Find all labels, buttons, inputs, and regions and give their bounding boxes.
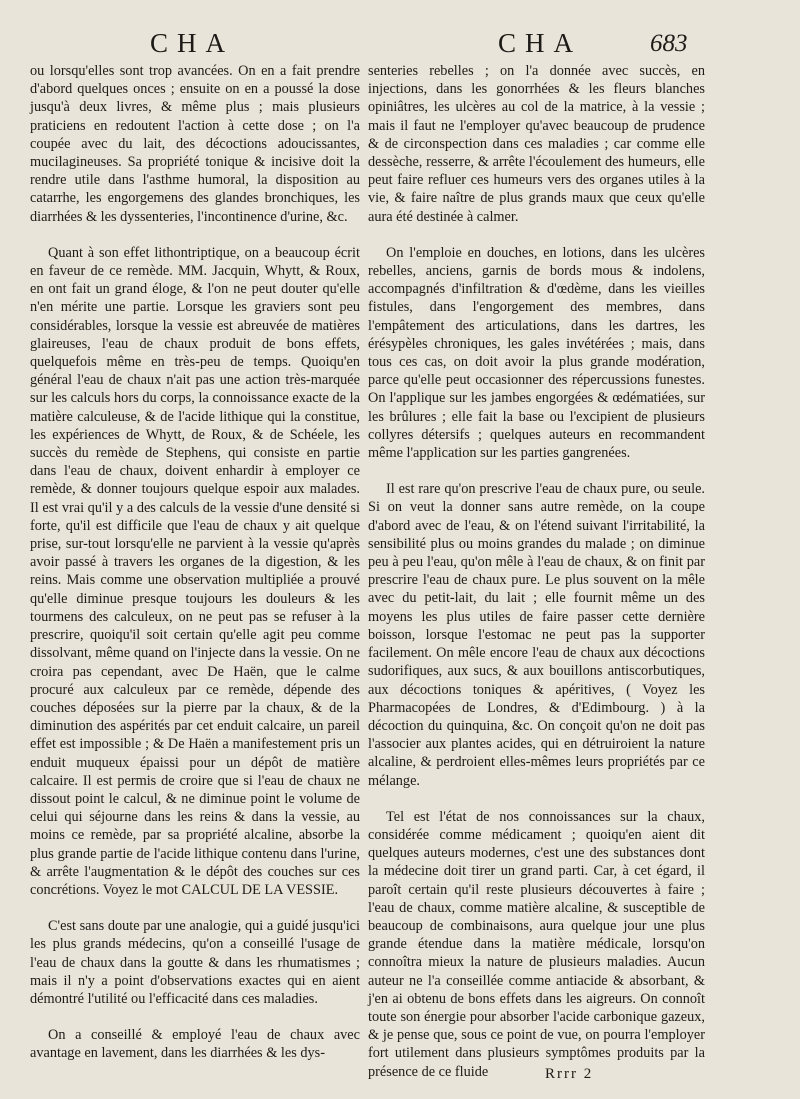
paragraph: Tel est l'état de nos connoissances sur la chaux, considérée comme médicament ; quoiqu'en aient dit quelques auteurs modernes, c'est une des substances dont la médecine doit tirer un grand parti. Car, à cet égard, il paroît certain qu'il reste plusieurs découvertes à faire ; l'eau de chaux, comme matière alcaline, & susceptible de beaucoup de combinaisons, aura quelque jour une plus grande étendue dans la matière médicale, lorsqu'on connoîtra mieux la nature de plusieurs maladies. Aucun auteur ne l'a conseillée comme antiacide & absorbant, & j'en ai obtenu de bons effets dans les aigreurs. On connoît toute son énergie pour absorber l'acide carbonique gazeux, & je pense que, sous ce point de vue, on pourra l'employer fort utilement dans plusieurs symptômes produits par la présence de ce fluide (368, 808, 705, 1080)
header-left-title: CHA (150, 28, 235, 58)
paragraph: On a conseillé & employé l'eau de chaux avec avantage en lavement, dans les diarrhées & les dys- (30, 1027, 360, 1062)
left-column (30, 62, 360, 1081)
paragraph: On l'emploie en douches, en lotions, dans les ulcères rebelles, anciens, garnis de bords mous & indolens, accompagnés d'infiltration & d'œdème, dans les vieilles fistules, dans l'engorgement des membres, dans l'empâtement des articulations, dans les dartres, les érésypèles chroniques, les gales invétérées ; mais, dans tous ces cas, on doit avoir la plus grande modération, parce qu'elle peut occasionner des répercussions funestes. On l'applique sur les jambes engorgées & œdématiées, sur les brûlures ; elle fait la base ou l'excipient de plusieurs collyres détersifs ; quelques auteurs en recommandent même l'application sur les parties gangrenées. (368, 244, 705, 462)
page-number: 683 (650, 30, 688, 57)
signature-mark: Rrrr 2 (545, 1066, 594, 1082)
paragraph: C'est sans doute par une analogie, qui a guidé jusqu'ici les plus grands médecins, qu'on a conseillé l'usage de l'eau de chaux dans la goutte & dans les rhumatismes ; mais il n'y a point d'observations exactes qui en aient démontré l'utilité ou l'efficacité dans ces maladies. (30, 918, 360, 1007)
paragraph: Quant à son effet lithontriptique, on a beaucoup écrit en faveur de ce remède. MM. Jacquin, Whytt, & Roux, en ont fait un grand éloge, & l'on ne peut douter qu'elle n'en mérite une partie. Lorsque les graviers sont peu considérables, lorsque la vessie est abreuvée de matières glaireuses, l'eau de chaux produit de bons effets, quelquefois même en très-peu de temps. Quoiqu'en général l'eau de chaux n'ait pas une action très-marquée sur les calculs hors du corps, la connoissance exacte de la matière calculeuse, & de l'acide lithique qui la constitue, les expériences de Whytt, de Roux, & de Schéele, les succès du remède de Stephens, qui consiste en partie dans l'eau de chaux, doivent enhardir à employer ce remède, & donner toujours quelque espoir aux malades. Il est vrai qu'il y a des calculs de la vessie d'une densité si forte, qu'il est difficile que l'eau de chaux y ait quelque prise, sur-tout lorsqu'elle ne parvient à la vessie qu'après avoir passé à travers les organes de la digestion, & les reins. Mais comme une observation multipliée a prouvé qu'elle diminue presque toujours les douleurs & les tourmens des calculeux, on ne peut pas se refuser à la prescrire, quoiqu'il soit certain qu'elle agit peu comme dissolvant, même quand on l'injecte dans la vessie. On ne croira pas cependant, avec De Haën, que le calme procuré aux calculeux par ce remède, dépende des couches déposées sur la pierre par la chaux, & de la diminution des aspérités par cet enduit calcaire, un pareil effet est impossible ; & De Haën a manifestement pris un enduit muqueux épaissi pour un dépôt de matière calcaire. Il est permis de croire que si l'eau de chaux ne dissout point le calcul, & ne diminue point le volume de celui qui séjourne dans les reins & dans la vessie, au moins ce remède, par sa propriété alcaline, absorbe la plus grande partie de l'acide lithique contenu dans l'urine, & arrête l'augmentation & le dépôt des couches sur ces concrétions. Voyez le mot CALCUL DE LA VESSIE. (30, 244, 360, 898)
header-right-title: CHA (498, 28, 583, 58)
paragraph: ou lorsqu'elles sont trop avancées. On en a fait prendre d'abord quelques onces ; ensuite on en a poussé la dose jusqu'à deux livres, & même plus ; mais plusieurs praticiens en redoutent l'action à cette dose ; on l'a coupée avec du lait, des décoctions adoucissantes, mucilagineuses. Sa propriété tonique & incisive doit la rendre utile dans l'asthme humoral, la disposition au catarrhe, les engorgemens des glandes bronchiques, les diarrhées & les dyssenteries, l'incontinence d'urine, &c. (30, 63, 360, 225)
right-column (368, 62, 705, 1099)
paragraph: Il est rare qu'on prescrive l'eau de chaux pure, ou seule. Si on veut la donner sans autre remède, on la coupe d'abord avec de l'eau, & on l'étend suivant l'irritabilité, la sensibilité plus ou moins grandes du malade ; on diminue peu à peu l'eau, qu'on mêle à l'eau de chaux, & on finit par prescrire l'eau de chaux pure. Le plus souvent on la mêle avec du petit-lait, du lait ; elle fournit même un des moyens les plus utiles de faire passer cette dernière boisson, lorsque l'estomac ne peut pas la supporter facilement. On mêle encore l'eau de chaux aux décoctions sudorifiques, aux sucs, & aux bouillons antiscorbutiques, aux décoctions toniques & apéritives, ( Voyez les Pharmacopées de Londres, & d'Edimbourg. ) à la décoction du quinquina, &c. On conçoit qu'on ne doit pas l'associer aux plantes acides, qui en détruiroient la nature alcaline, & perdroient elles-mêmes leurs propriétés par ce mélange. (368, 481, 705, 789)
paragraph: senteries rebelles ; on l'a donnée avec succès, en injections, dans les gonorrhées & les fleurs blanches opiniâtres, les ulcères au col de la matrice, à la vessie ; mais il faut ne l'employer qu'avec beaucoup de prudence & de circonspection dans ces maladies ; car comme elle dessèche, resserre, & arrête l'écoulement des humeurs, elle peut faire refluer ces humeurs vers des organes utiles à la vie, & faire naître de plus grands maux que ceux qu'elle aura été destinée à calmer. (368, 63, 705, 225)
